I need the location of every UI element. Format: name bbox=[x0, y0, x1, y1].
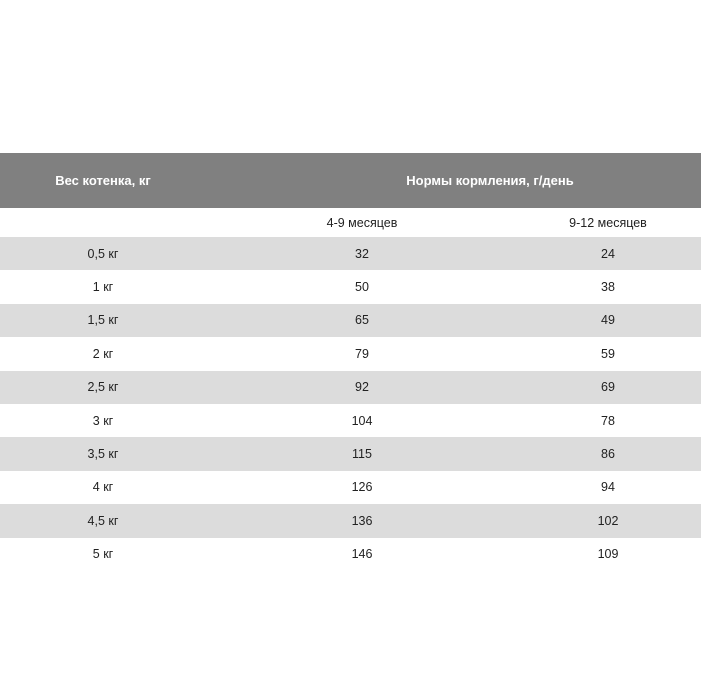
table-row bbox=[0, 404, 701, 437]
table-row bbox=[0, 504, 701, 537]
norm-9-12-cell: 94 bbox=[601, 480, 615, 495]
weight-cell: 4 кг bbox=[92, 480, 114, 495]
norm-4-9-cell: 104 bbox=[351, 413, 373, 428]
weight-cell: 3,5 кг bbox=[87, 447, 119, 462]
table-row bbox=[0, 237, 701, 270]
norm-9-12-cell: 49 bbox=[601, 313, 615, 328]
header-feeding-norms: Нормы кормления, г/день bbox=[406, 173, 574, 188]
table-subheader bbox=[0, 208, 701, 237]
norm-4-9-cell: 136 bbox=[351, 513, 373, 528]
table-row bbox=[0, 304, 701, 337]
table-row bbox=[0, 471, 701, 504]
header-kitten-weight: Вес котенка, кг bbox=[55, 173, 151, 188]
table-body bbox=[0, 237, 701, 571]
norm-4-9-cell: 32 bbox=[355, 246, 369, 261]
norm-4-9-cell: 65 bbox=[355, 313, 369, 328]
weight-cell: 4,5 кг bbox=[87, 513, 119, 528]
norm-4-9-cell: 146 bbox=[351, 547, 373, 562]
weight-cell: 1,5 кг bbox=[87, 313, 119, 328]
norm-4-9-cell: 92 bbox=[355, 380, 369, 395]
norm-9-12-cell: 109 bbox=[597, 547, 619, 562]
norm-9-12-cell: 86 bbox=[601, 447, 615, 462]
norm-9-12-cell: 38 bbox=[601, 280, 615, 295]
norm-9-12-cell: 102 bbox=[597, 513, 619, 528]
norm-4-9-cell: 115 bbox=[352, 447, 372, 462]
table-row bbox=[0, 437, 701, 470]
weight-cell: 5 кг bbox=[92, 547, 114, 562]
weight-cell: 0,5 кг bbox=[87, 246, 119, 261]
table-row bbox=[0, 270, 701, 303]
table-row bbox=[0, 371, 701, 404]
weight-cell: 3 кг bbox=[92, 413, 114, 428]
table-row bbox=[0, 337, 701, 370]
table-header bbox=[0, 153, 701, 208]
feeding-table bbox=[0, 153, 701, 571]
subheader-9-12-months: 9-12 месяцев bbox=[569, 215, 647, 230]
table-row bbox=[0, 538, 701, 571]
weight-cell: 1 кг bbox=[92, 280, 114, 295]
norm-9-12-cell: 24 bbox=[601, 246, 615, 261]
norm-9-12-cell: 59 bbox=[601, 346, 615, 361]
norm-9-12-cell: 69 bbox=[601, 380, 615, 395]
weight-cell: 2 кг bbox=[92, 346, 114, 361]
norm-4-9-cell: 79 bbox=[355, 346, 369, 361]
norm-4-9-cell: 126 bbox=[351, 480, 373, 495]
weight-cell: 2,5 кг bbox=[87, 380, 119, 395]
norm-4-9-cell: 50 bbox=[355, 280, 369, 295]
subheader-4-9-months: 4-9 месяцев bbox=[326, 215, 398, 230]
norm-9-12-cell: 78 bbox=[601, 413, 615, 428]
